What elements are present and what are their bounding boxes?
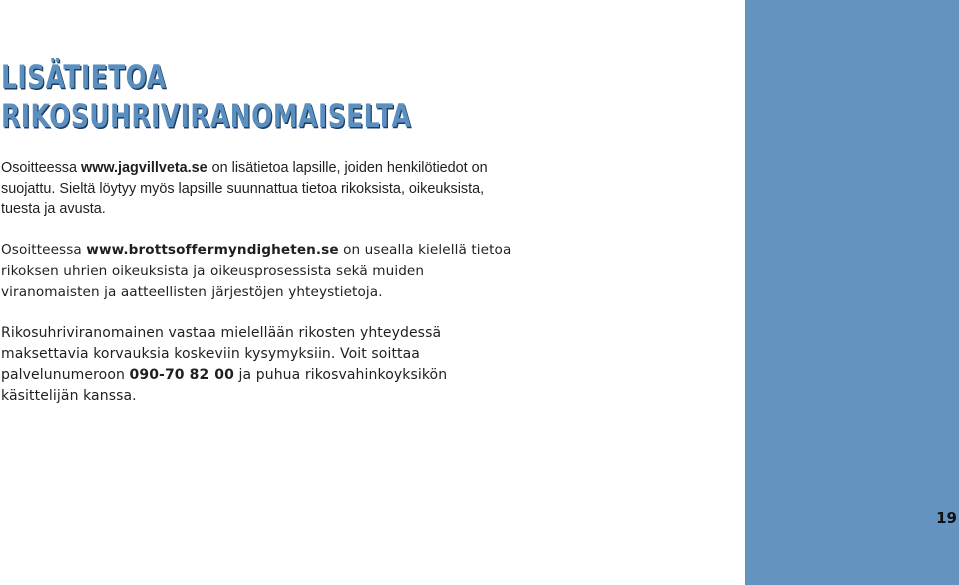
- paragraph-compensation: [1, 323, 521, 407]
- page-title-line-2: RIKOSUHRIVIRANOMAISELTA: [1, 97, 412, 135]
- phone-number: 090-70 82 00: [129, 366, 234, 383]
- link-brottsoffermyndigheten[interactable]: www.brottsoffermyndigheten.se: [86, 241, 339, 258]
- paragraph-brottsoffermyndigheten-prefix: Osoitteessa: [1, 241, 87, 258]
- paragraph-compensation-text: Rikosuhriviranomainen vastaa mielellään rikosten yhteydessä maksettavia korvauksia koskeviin kysymyksiin. Voit soittaa palvelunumeroon: [1, 324, 442, 383]
- link-jagvillveta[interactable]: www.jagvillveta.se: [81, 160, 208, 176]
- side-panel: [745, 0, 959, 585]
- page-title: [1, 58, 508, 136]
- page-number: 19: [936, 509, 957, 527]
- main-content: [1, 58, 521, 407]
- paragraph-brottsoffermyndigheten: [1, 240, 521, 303]
- paragraph-brottsoffermyndigheten-text: on usealla kielellä tietoa rikoksen uhrien oikeuksista ja oikeusprosessista sekä muiden viranomaisten ja aatteellisten järjestöjen yhteystietoja.: [1, 241, 512, 300]
- paragraph-jagvillveta-prefix: Osoitteessa: [1, 160, 81, 176]
- paragraph-jagvillveta-text: on lisätietoa lapsille, joiden henkilötiedot on suojattu. Sieltä löytyy myös lapsille suunnattua tietoa rikoksista, oikeuksista, tuesta ja avusta.: [1, 160, 488, 217]
- paragraph-jagvillveta: [1, 158, 521, 220]
- page-title-line-1: LISÄTIETOA: [1, 58, 167, 96]
- paragraph-compensation-suffix: ja puhua rikosvahinkoyksikön käsittelijän kanssa.: [1, 366, 448, 404]
